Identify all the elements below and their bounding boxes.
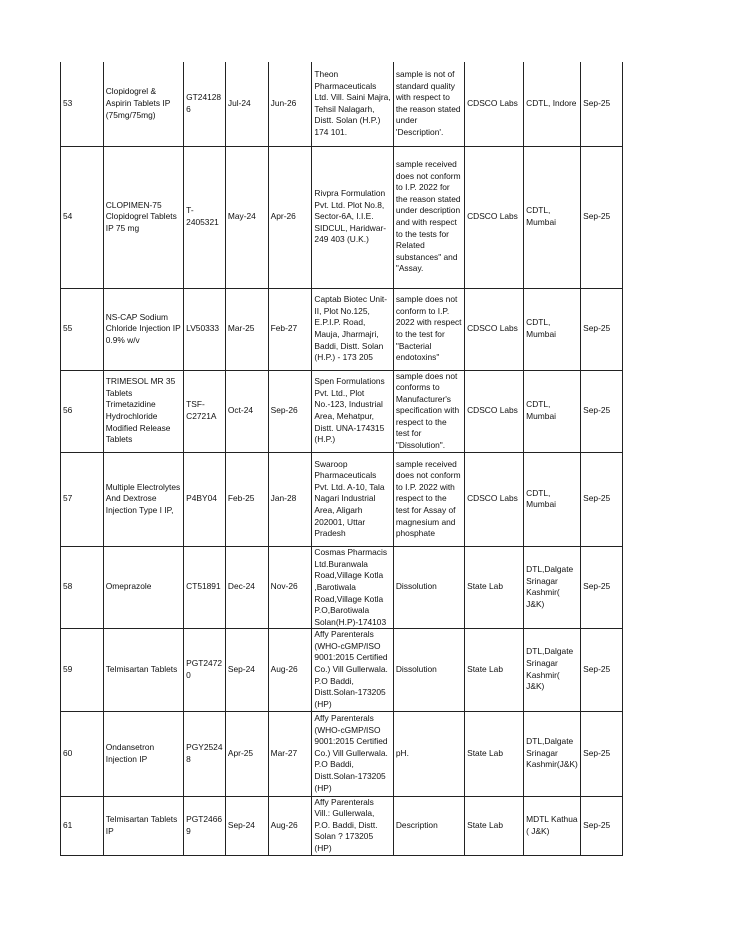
batch-number-cell: GT241286 — [184, 62, 226, 146]
table-row — [61, 452, 623, 546]
drug-name-cell: Multiple Electrolytes And Dextrose Injection Type I IP, — [103, 452, 183, 546]
serial-number-cell: 55 — [61, 288, 104, 370]
expiry-date-cell: Aug-26 — [268, 796, 312, 855]
serial-number-cell: 57 — [61, 452, 104, 546]
manufacturer-cell: Theon Pharmaceuticals Ltd. Vill. Saini Majra, Tehsil Nalagarh, Distt. Solan (H.P.) 174 101. — [312, 62, 393, 146]
reported-by-cell: CDSCO Labs — [465, 452, 524, 546]
table-row — [61, 146, 623, 288]
drug-name-cell: Ondansetron Injection IP — [103, 711, 183, 796]
drug-name-cell: CLOPIMEN-75 Clopidogrel Tablets IP 75 mg — [103, 146, 183, 288]
manufacture-date-cell: Jul-24 — [225, 62, 268, 146]
manufacturer-cell: Captab Biotec Unit-II, Plot No.125, E.P.I.P. Road, Mauja, Jharmajri, Baddi, Distt. Solan (H.P.) - 173 205 — [312, 288, 393, 370]
manufacturer-cell: Swaroop Pharmaceuticals Pvt. Ltd. A-10, Tala Nagari Industrial Area, Aligarh 202001, Uttar Pradesh — [312, 452, 393, 546]
serial-number-cell: 58 — [61, 546, 104, 628]
testing-lab-cell: MDTL Kathua ( J&K) — [524, 796, 581, 855]
manufacturer-text: Cosmas Pharmacis Ltd.Buranwala Road,Village Kotla ,Barotiwala Road,Village Kotla P.O,Barotiwala Solan(H.P)-174103 — [314, 547, 388, 627]
expiry-date-cell: Apr-26 — [268, 146, 312, 288]
manufacturer-cell: Rivpra Formulation Pvt. Ltd. Plot No.8, Sector-6A, I.I.E. SIDCUL, Haridwar-249 403 (U.K.) — [312, 146, 393, 288]
reported-by-cell: CDSCO Labs — [465, 370, 524, 452]
table-row — [61, 546, 623, 628]
report-month-cell: Sep-25 — [581, 796, 623, 855]
nsq-drug-table — [60, 62, 623, 856]
batch-number-cell: PGT24720 — [184, 628, 226, 711]
nsq-reason-cell: pH. — [393, 711, 464, 796]
drug-name-cell: NS-CAP Sodium Chloride Injection IP 0.9% w/v — [103, 288, 183, 370]
report-month-cell: Sep-25 — [581, 288, 623, 370]
batch-number-cell: TSF-C2721A — [184, 370, 226, 452]
manufacture-date-cell: Oct-24 — [225, 370, 268, 452]
manufacture-date-cell: May-24 — [225, 146, 268, 288]
nsq-reason-cell: Dissolution — [393, 628, 464, 711]
nsq-reason-cell: sample is not of standard quality with respect to the reason stated under 'Description'. — [393, 62, 464, 146]
nsq-reason-cell: sample received does not conform to I.P. 2022 with respect to the test for Assay of magnesium and phosphate — [393, 452, 464, 546]
reported-by-cell: CDSCO Labs — [465, 62, 524, 146]
expiry-date-cell: Aug-26 — [268, 628, 312, 711]
batch-number-cell: PGT24669 — [184, 796, 226, 855]
report-month-cell: Sep-25 — [581, 146, 623, 288]
manufacture-date-cell: Mar-25 — [225, 288, 268, 370]
batch-number-cell: P4BY04 — [184, 452, 226, 546]
reported-by-cell: State Lab — [465, 711, 524, 796]
table-row — [61, 288, 623, 370]
manufacturer-cell — [312, 546, 393, 628]
testing-lab-cell: CDTL, Mumbai — [524, 452, 581, 546]
report-month-cell: Sep-25 — [581, 62, 623, 146]
expiry-date-cell: Sep-26 — [268, 370, 312, 452]
testing-lab-cell: CDTL, Mumbai — [524, 370, 581, 452]
manufacture-date-cell: Sep-24 — [225, 628, 268, 711]
testing-lab-cell: DTL,Dalgate Srinagar Kashmir(J&K) — [524, 711, 581, 796]
drug-name-cell: TRIMESOL MR 35 Tablets Trimetazidine Hydrochloride Modified Release Tablets — [103, 370, 183, 452]
report-month-cell: Sep-25 — [581, 711, 623, 796]
manufacture-date-cell: Feb-25 — [225, 452, 268, 546]
table-row — [61, 711, 623, 796]
testing-lab-cell: CDTL, Indore — [524, 62, 581, 146]
serial-number-cell: 56 — [61, 370, 104, 452]
reported-by-cell: CDSCO Labs — [465, 288, 524, 370]
serial-number-cell: 59 — [61, 628, 104, 711]
manufacturer-cell — [312, 711, 393, 796]
nsq-reason-cell: sample received does not conform to I.P. 2022 for the reason stated under description and with respect to the tests for Related substances" and "Assay. — [393, 146, 464, 288]
expiry-date-cell: Nov-26 — [268, 546, 312, 628]
serial-number-cell: 60 — [61, 711, 104, 796]
nsq-reason-cell: sample does not conform to I.P. 2022 with respect to the test for "Bacterial endotoxins" — [393, 288, 464, 370]
manufacturer-text: Affy Parenterals (WHO-cGMP/ISO 9001:2015 Certified Co.) Vill Gullerwala. P.O Baddi, Distt.Solan-173205 (HP) — [314, 713, 388, 793]
reported-by-cell: State Lab — [465, 796, 524, 855]
table-row — [61, 628, 623, 711]
drug-name-cell: Telmisartan Tablets IP — [103, 796, 183, 855]
expiry-date-cell: Jan-28 — [268, 452, 312, 546]
reported-by-cell: CDSCO Labs — [465, 146, 524, 288]
manufacture-date-cell: Dec-24 — [225, 546, 268, 628]
drug-name-cell: Omeprazole — [103, 546, 183, 628]
manufacture-date-cell: Sep-24 — [225, 796, 268, 855]
table-row — [61, 62, 623, 146]
table-row — [61, 370, 623, 452]
report-month-cell: Sep-25 — [581, 628, 623, 711]
manufacturer-cell — [312, 628, 393, 711]
report-month-cell: Sep-25 — [581, 546, 623, 628]
expiry-date-cell: Mar-27 — [268, 711, 312, 796]
serial-number-cell: 53 — [61, 62, 104, 146]
testing-lab-cell: DTL,Dalgate Srinagar Kashmir( J&K) — [524, 546, 581, 628]
manufacture-date-cell: Apr-25 — [225, 711, 268, 796]
testing-lab-cell: CDTL, Mumbai — [524, 146, 581, 288]
serial-number-cell: 61 — [61, 796, 104, 855]
nsq-reason-cell: Dissolution — [393, 546, 464, 628]
serial-number-cell: 54 — [61, 146, 104, 288]
manufacturer-cell: Affy Parenterals Vill.: Gullerwala, P.O. Baddi, Distt. Solan ? 173205 (HP) — [312, 796, 393, 855]
batch-number-cell: PGY25248 — [184, 711, 226, 796]
batch-number-cell: LV50333 — [184, 288, 226, 370]
nsq-reason-cell: Description — [393, 796, 464, 855]
nsq-reason-cell: sample does not conforms to Manufacturer's specification with respect to the test for "Dissolution". — [393, 370, 464, 452]
manufacturer-cell: Spen Formulations Pvt. Ltd., Plot No.-123, Industrial Area, Mehatpur, Distt. UNA-174315 (H.P.) — [312, 370, 393, 452]
nsq-drug-table-page — [60, 62, 623, 856]
reported-by-cell: State Lab — [465, 628, 524, 711]
table-body — [61, 62, 623, 855]
drug-name-cell: Telmisartan Tablets — [103, 628, 183, 711]
reported-by-cell: State Lab — [465, 546, 524, 628]
table-row — [61, 796, 623, 855]
batch-number-cell: T-2405321 — [184, 146, 226, 288]
report-month-cell: Sep-25 — [581, 370, 623, 452]
expiry-date-cell: Feb-27 — [268, 288, 312, 370]
batch-number-cell: CT51891 — [184, 546, 226, 628]
testing-lab-cell: CDTL, Mumbai — [524, 288, 581, 370]
expiry-date-cell: Jun-26 — [268, 62, 312, 146]
drug-name-cell: Clopidogrel & Aspirin Tablets IP (75mg/75mg) — [103, 62, 183, 146]
report-month-cell: Sep-25 — [581, 452, 623, 546]
manufacturer-text: Affy Parenterals (WHO-cGMP/ISO 9001:2015 Certified Co.) Vill Gullerwala. P.O Baddi, Distt.Solan-173205 (HP) — [314, 629, 388, 709]
testing-lab-cell: DTL,Dalgate Srinagar Kashmir( J&K) — [524, 628, 581, 711]
